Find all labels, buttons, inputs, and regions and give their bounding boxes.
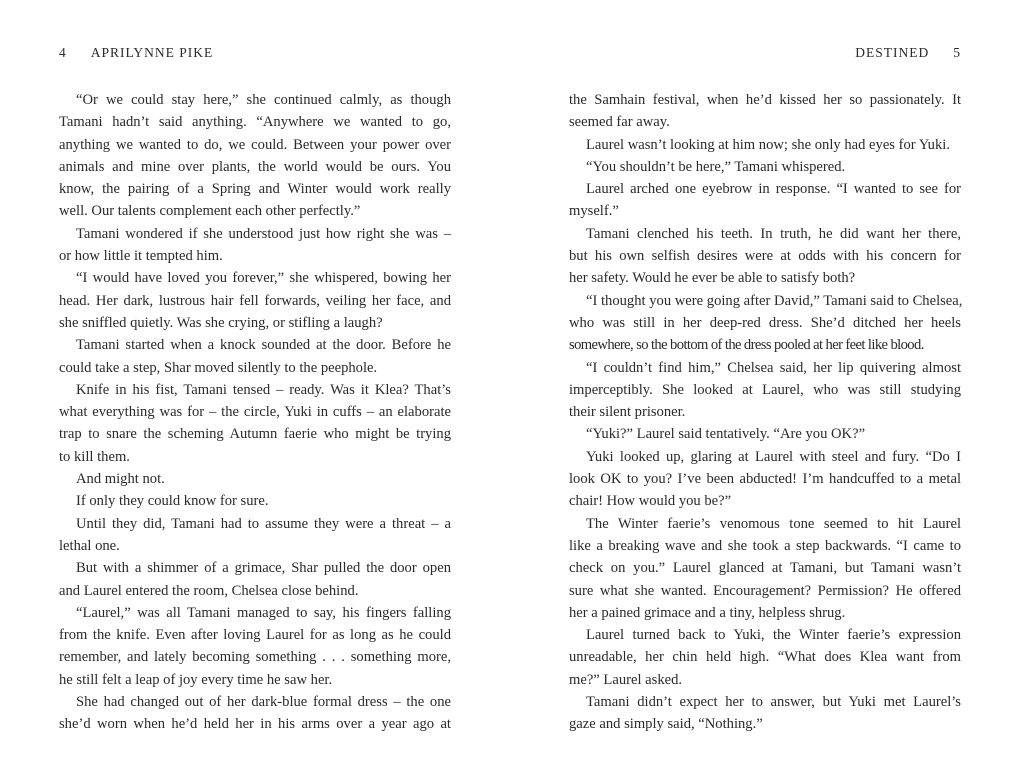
text-line: seemed far away. [569,114,670,131]
text-line: know, the pairing of a Spring and Winter would work really [59,181,451,198]
text-line: Until they did, Tamani had to assume they were a threat – a [76,515,451,532]
right-running-head [569,45,961,61]
text-line: “I thought you were going after David,” Tamani said to Chelsea, [586,292,963,309]
text-line: or how little it tempted him. [59,248,223,265]
right-page [569,0,961,783]
left-running-head [59,45,451,61]
text-line: Tamani hadn’t said anything. “Anywhere we wanted to go, [59,114,451,131]
text-line: “Or we could stay here,” she continued calmly, as though [76,92,451,108]
text-line: me?” Laurel asked. [569,671,683,688]
text-line: “I would have loved you forever,” she whispered, bowing her [76,270,451,287]
text-line: Yuki looked up, glaring at Laurel with steel and fury. “Do I [586,448,961,465]
text-line: She had changed out of her dark-blue formal dress – the one [76,694,451,711]
text-line: their silent prisoner. [569,404,686,421]
text-line: he still felt a leap of joy every time he saw her. [59,671,333,688]
right-page-text [569,89,961,736]
text-line: head. Her dark, lustrous hair fell forwards, veiling her face, and [59,292,451,309]
text-line: check on you.” Laurel glanced at Tamani, but Tamani wasn’t [569,560,961,577]
text-line: “Laurel,” was all Tamani managed to say, his fingers falling [76,604,451,621]
text-line: And might not. [76,471,165,488]
text-line: unreadable, her chin held high. “What does Klea want from [569,649,961,666]
text-line: If only they could know for sure. [76,493,269,510]
text-line: trap to snare the scheming Autumn faerie who might be trying [59,426,451,443]
text-line: like a breaking wave and she took a step backwards. “I came to [569,537,961,554]
text-line: look OK to you? I’ve been abducted! I’m handcuffed to a metal [569,471,961,488]
author-name: APRILYNNE PIKE [90,45,214,60]
text-line: animals and mine over plants, the world would be ours. You [59,158,451,175]
text-line: “I couldn’t find him,” Chelsea said, her lip quivering almost [586,359,961,376]
text-line: Tamani didn’t expect her to answer, but Yuki met Laurel’s [586,694,961,711]
text-line: somewhere, so the bottom of the dress pooled at her feet like blood. [569,337,924,354]
text-line: chair! How would you be?” [569,493,732,510]
text-line: who was still in her deep-red dress. She’d ditched her heels [569,314,961,331]
text-line: Laurel wasn’t looking at him now; she only had eyes for Yuki. [586,136,950,153]
book-title: DESTINED [855,45,930,60]
text-line: imperceptibly. She looked at Laurel, who was still studying [569,381,961,398]
text-line: the Samhain festival, when he’d kissed her so passionately. It [569,92,961,108]
text-line: well. Our talents complement each other perfectly.” [59,203,361,220]
text-line: But with a shimmer of a grimace, Shar pulled the door open [76,560,451,577]
text-line: Tamani clenched his teeth. In truth, he did want her there, [586,225,961,242]
text-line: she’d worn when he’d held her in his arms over a year ago at [59,716,451,733]
text-line: anything we wanted to do, we could. Between your power over [59,136,451,153]
text-line: remember, and lately becoming something . . . something more, [59,649,451,666]
text-line: to kill them. [59,448,130,465]
text-line: myself.” [569,203,619,220]
left-page-number: 4 [59,45,67,60]
left-page-text [59,89,451,736]
text-line: what everything was for – the circle, Yuki in cuffs – an elaborate [59,404,451,421]
text-line: “Yuki?” Laurel said tentatively. “Are you OK?” [586,426,866,443]
text-line: her a pained grimace and a tiny, helpless shrug. [569,604,846,621]
text-line: gaze and simply said, “Nothing.” [569,716,763,733]
text-line: lethal one. [59,537,120,554]
text-line: and Laurel entered the room, Chelsea close behind. [59,582,359,599]
text-line: she sniffled quietly. Was she crying, or stifling a laugh? [59,314,383,331]
text-line: Laurel turned back to Yuki, the Winter faerie’s expression [586,627,961,644]
text-line: sure what she wanted. Encouragement? Permission? He offered [569,582,961,599]
text-line: The Winter faerie’s venomous tone seemed to hit Laurel [586,515,961,532]
text-line: from the knife. Even after loving Laurel for as long as he could [59,627,451,644]
right-page-number: 5 [953,45,961,60]
text-line: could take a step, Shar moved silently to the peephole. [59,359,378,376]
text-line: Laurel arched one eyebrow in response. “I wanted to see for [586,181,961,198]
text-line: her safety. Would he ever be able to satisfy both? [569,270,856,287]
text-line: Knife in his fist, Tamani tensed – ready. Was it Klea? That’s [76,381,451,398]
left-page [59,0,451,783]
text-line: but his own selfish desires were at odds with his concern for [569,248,961,265]
text-line: Tamani started when a knock sounded at the door. Before he [76,337,451,354]
text-line: “You shouldn’t be here,” Tamani whispered. [586,158,846,175]
text-line: Tamani wondered if she understood just how right she was – [76,225,451,242]
